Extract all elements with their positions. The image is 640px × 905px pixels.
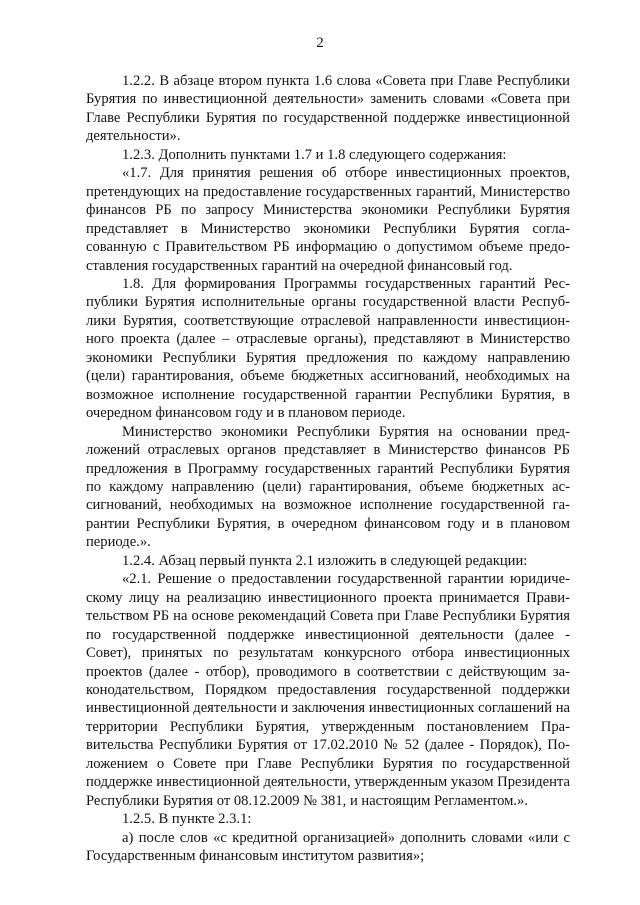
body-text <box>86 72 570 865</box>
paragraph-a: а) после слов «с кредитной организацией» дополнить словами «или с Государственным финансовым институтом развития»; <box>86 829 570 865</box>
paragraph-1-2-2: 1.2.2. В абзаце втором пункта 1.6 слова «Совета при Главе Республики Бурятия по инвестиционной деятельности» заменить словами «Совета при Главе Республики Бурятия по государственной поддержке инвестиционной деятельности». <box>86 73 570 145</box>
paragraph-1-2-4: 1.2.4. Абзац первый пункта 2.1 изложить в следующей редакции: <box>122 552 528 569</box>
paragraph-1-8: 1.8. Для формирования Программы государственных гарантий Республики Бурятия исполнительные органы государственной власти Республики Бурятия, соответствующие отраслевой направленности инвестиционного проекта (далее – отраслевые органы), представляют в Министерство экономики Республики Бурятия предложения по каждому направлению (цели) гарантирования, объеме бюджетных ассигнований, необходимых на возможное исполнение государственной гарантии Республики Бурятия, в очередном финансовом году и в плановом периоде. <box>86 275 570 422</box>
paragraph-2-1: «2.1. Решение о предоставлении государственной гарантии юридическому лицу на реализацию инвестиционного проекта принимается Правительством РБ на основе рекомендаций Совета при Главе Республики Бурятия по государственной поддержке инвестиционной деятельности (далее - Совет), принятых по результатам конкурсного отбора инвестиционных проектов (далее - отбор), проводимого в соответствии с действующим законодательством, Порядком предоставления государственной поддержки инвестиционной деятельности и заключения инвестиционных соглашений на территории Республики Бурятия, утвержденным постановлением Правительства Республики Бурятия от 17.02.2010 № 52 (далее - Порядок), Положением о Совете при Главе Республики Бурятия по государственной поддержке инвестиционной деятельности, утвержденным указом Президента Республики Бурятия от 08.12.2009 № 381, и настоящим Регламентом.». <box>86 571 570 809</box>
paragraph-1-7: «1.7. Для принятия решения об отборе инвестиционных проектов, претендующих на предоставление государственных гарантий, Министерство финансов РБ по запросу Министерства экономики Республики Бурятия представляет в Министерство экономики Республики Бурятия согласованную с Правительством РБ информацию о допустимом объеме предоставления государственных гарантий на очередной финансовый год. <box>86 165 570 274</box>
paragraph-1-2-5: 1.2.5. В пункте 2.3.1: <box>122 811 252 828</box>
page-number: 2 <box>316 35 324 51</box>
paragraph-ministry-economy: Министерство экономики Республики Бурятия на основании предложений отраслевых органов представляет в Министерство финансов РБ предложения в Программу государственных гарантий Республики Бурятия по каждому направлению (цели) гарантирования, объеме бюджетных ассигнований, необходимых на возможное исполнение государственной гарантии Республики Бурятия, в очередном финансовом году и в плановом периоде.». <box>86 423 570 551</box>
paragraph-1-2-3: 1.2.3. Дополнить пунктами 1.7 и 1.8 следующего содержания: <box>122 146 507 163</box>
